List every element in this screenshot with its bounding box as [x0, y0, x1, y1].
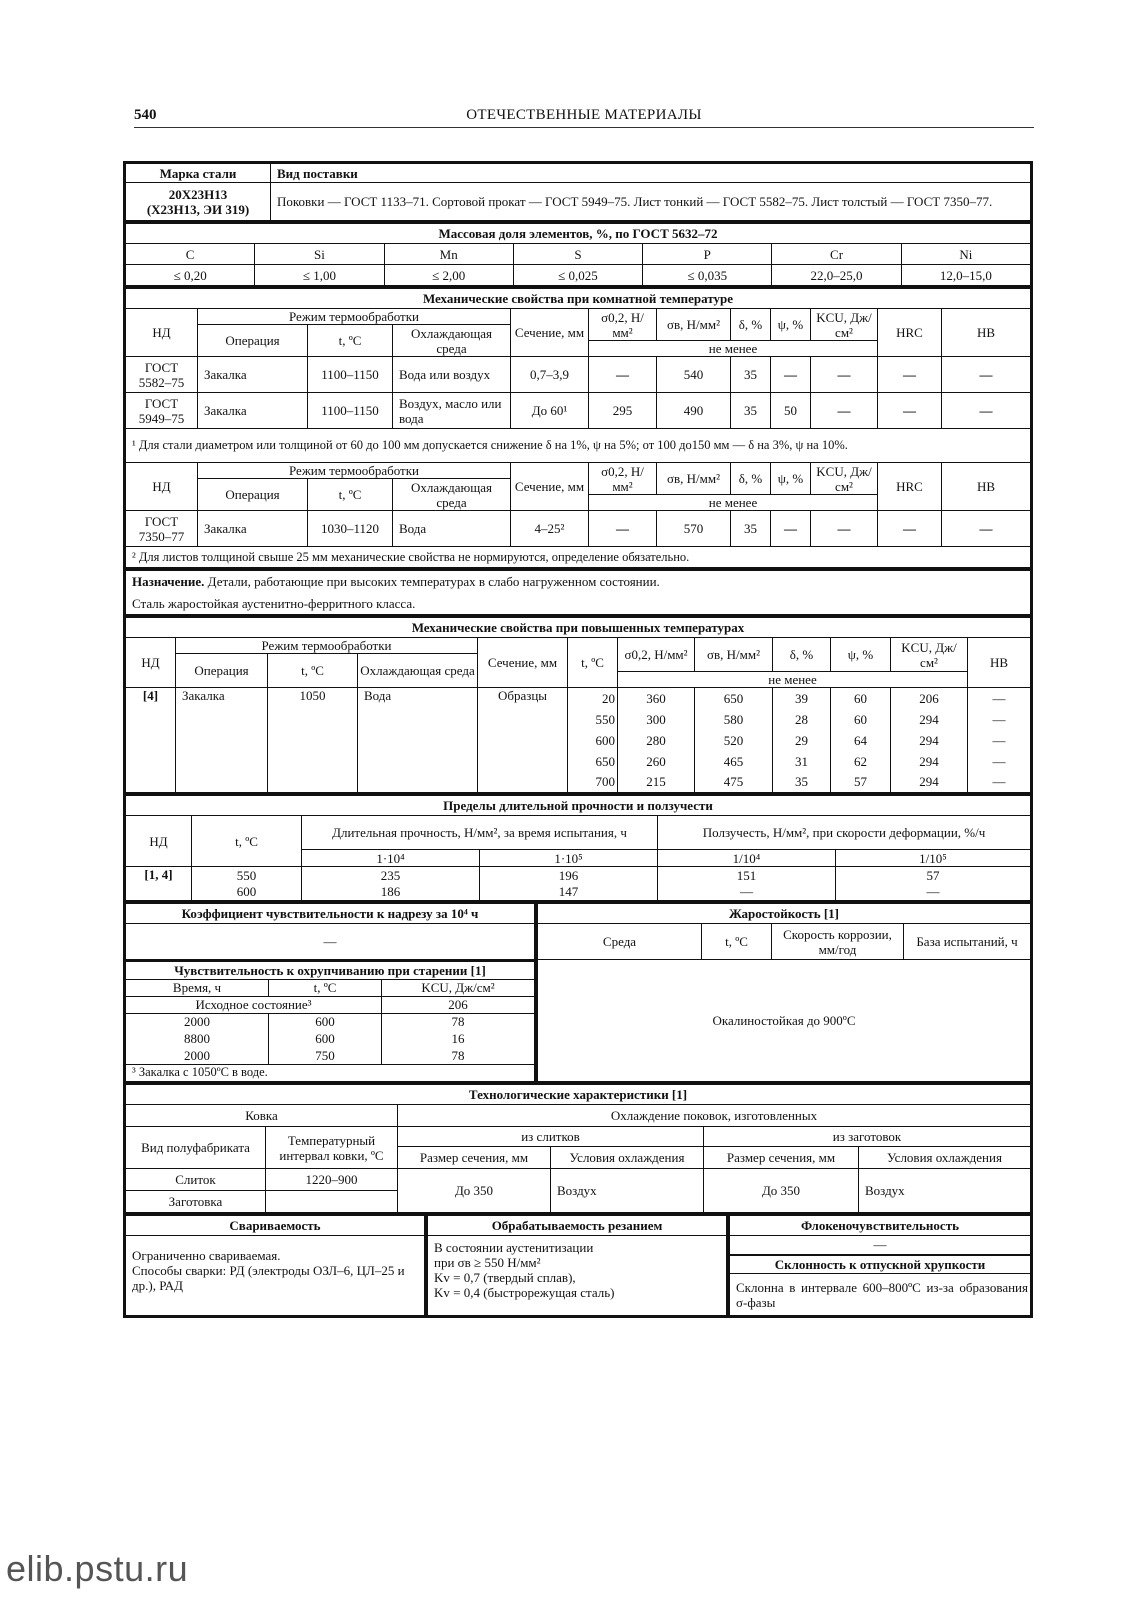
creep-title: Пределы длительной прочности и ползучести — [126, 796, 1031, 816]
cell: — — [589, 357, 657, 393]
h-nd: НД — [126, 309, 198, 357]
cell: 1100–1150 — [308, 357, 393, 393]
h-operation: Операция — [198, 325, 308, 357]
mech-high-title: Механические свойства при повышенных температурах — [126, 618, 1031, 638]
h-hrc: HRC — [878, 463, 942, 511]
cell: 151 — [658, 867, 836, 884]
el-ni: Ni — [901, 244, 1030, 265]
table-row — [126, 1047, 535, 1064]
left-column — [125, 903, 535, 1082]
cell: 35 — [731, 511, 771, 547]
cell: — — [968, 772, 1031, 793]
table-row — [126, 867, 1031, 884]
h-kcu: KCU, Дж/см² — [382, 979, 535, 996]
page-header — [134, 107, 1034, 128]
steel-card — [123, 161, 1033, 1318]
cell: 31 — [773, 751, 831, 772]
cell: До 350 — [704, 1169, 859, 1213]
cell — [266, 1191, 398, 1213]
cell: — — [811, 393, 878, 429]
watermark: elib.pstu.ru — [6, 1548, 189, 1589]
cell: 39 — [773, 688, 831, 709]
table-row — [126, 884, 1031, 901]
h-temp: t, ºС — [192, 816, 302, 867]
h-cooling: Охлаждающая среда — [393, 325, 511, 357]
h-section: Сечение, мм — [511, 309, 589, 357]
cell: Слиток — [126, 1169, 266, 1191]
page-number: 540 — [134, 107, 157, 123]
tech-title: Технологические характеристики [1] — [126, 1085, 1031, 1105]
cell: 16 — [382, 1030, 535, 1047]
cell: [1, 4] — [126, 867, 192, 901]
cell: 28 — [773, 709, 831, 730]
cell: 196 — [480, 867, 658, 884]
cell: ГОСТ 7350–77 — [126, 511, 198, 547]
h-creep: Ползучесть, Н/мм², при скорости деформации, %/ч — [658, 816, 1031, 850]
h-sv: σв, Н/мм² — [657, 309, 731, 341]
cell: — — [968, 751, 1031, 772]
cell: Воздух — [859, 1169, 1031, 1213]
cell: 35 — [773, 772, 831, 793]
cell: Воздух — [551, 1169, 704, 1213]
cell: 78 — [382, 1013, 535, 1030]
h-hb: HB — [968, 638, 1031, 688]
composition-block — [123, 221, 1033, 286]
flake-value: — — [730, 1236, 1031, 1255]
cell: [4] — [126, 688, 176, 793]
footnote-3: ³ Закалка с 1050ºС в воде. — [126, 1064, 535, 1081]
table-row — [126, 688, 1031, 709]
h-size: Размер сечения, мм — [398, 1147, 551, 1169]
supply-label: Вид поставки — [271, 164, 1031, 183]
h-psi: ψ, % — [771, 309, 811, 341]
h-nd: НД — [126, 638, 176, 688]
h-delta: δ, % — [731, 463, 771, 495]
cell: — — [878, 357, 942, 393]
cell: До 350 — [398, 1169, 551, 1213]
cell: — — [968, 709, 1031, 730]
purpose-text: Детали, работающие при высоких температурах в слабо нагруженном состоянии. — [207, 574, 660, 590]
cell: — — [771, 357, 811, 393]
aging-title: Чувствительность к охрупчиванию при старении [1] — [126, 961, 535, 979]
h-kcu: KCU, Дж/см² — [891, 638, 968, 672]
h-s02: σ0,2, Н/мм² — [589, 463, 657, 495]
cell: 8800 — [126, 1030, 269, 1047]
from-ingot: из слитков — [398, 1127, 704, 1147]
purpose-block — [123, 568, 1033, 615]
cell: Заготовка — [126, 1191, 266, 1213]
cell: 20 — [568, 688, 618, 709]
machin-text — [428, 1236, 727, 1316]
cell: 475 — [695, 772, 773, 793]
supply-text: Поковки — ГОСТ 1133–71. Сортовой прокат — ГОСТ 5949–75. Лист тонкий — ГОСТ 5582–75. Лист толстый — ГОСТ 7350–77. — [271, 183, 1031, 221]
h-col: 1/10⁴ — [658, 850, 836, 867]
val-p: ≤ 0,035 — [643, 265, 772, 286]
cell: — — [878, 511, 942, 547]
mech-room-title: Механические свойства при комнатной температуре — [126, 289, 1031, 309]
cell: — — [836, 884, 1031, 901]
cell: 1100–1150 — [308, 393, 393, 429]
from-billet: из заготовок — [704, 1127, 1031, 1147]
h-delta: δ, % — [773, 638, 831, 672]
cell: 280 — [618, 730, 695, 751]
h-nd: НД — [126, 816, 192, 867]
cell: 215 — [618, 772, 695, 793]
composition-title: Массовая доля элементов, %, по ГОСТ 5632–72 — [126, 224, 1031, 244]
h-cond: Условия охлаждения — [551, 1147, 704, 1169]
cell: 600 — [269, 1013, 382, 1030]
cell: Закалка — [198, 511, 308, 547]
grade-alt: (Х23Н13, ЭИ 319) — [146, 201, 250, 217]
h-operation: Операция — [176, 654, 268, 688]
cell: До 60¹ — [511, 393, 589, 429]
h-min: не менее — [589, 341, 878, 357]
cell: Вода или воздух — [393, 357, 511, 393]
h-temp: t, ºС — [308, 325, 393, 357]
el-mn: Mn — [384, 244, 513, 265]
h-sv: σв, Н/мм² — [695, 638, 773, 672]
cell: 490 — [657, 393, 731, 429]
weld-text — [126, 1236, 425, 1316]
cell: 4–25² — [511, 511, 589, 547]
cell: 147 — [480, 884, 658, 901]
right-column — [535, 903, 1031, 1082]
cell: 57 — [831, 772, 891, 793]
cell: 64 — [831, 730, 891, 751]
cell: Закалка — [198, 393, 308, 429]
cell: 295 — [589, 393, 657, 429]
h-s02: σ0,2, Н/мм² — [618, 638, 695, 672]
el-cr: Cr — [772, 244, 901, 265]
val-ni: 12,0–15,0 — [901, 265, 1030, 286]
h-size: Размер сечения, мм — [704, 1147, 859, 1169]
purpose-text-2: Сталь жаростойкая аустенитно-ферритного класса. — [126, 593, 1031, 615]
cell: 235 — [302, 867, 480, 884]
purpose-line — [126, 571, 1031, 593]
cell: 580 — [695, 709, 773, 730]
h-type: Вид полуфабриката — [126, 1127, 266, 1169]
cell: 206 — [891, 688, 968, 709]
cell: 50 — [771, 393, 811, 429]
el-s: S — [513, 244, 642, 265]
cell: 650 — [695, 688, 773, 709]
cell: Вода — [393, 511, 511, 547]
weld-title: Свариваемость — [126, 1216, 425, 1236]
table-row — [126, 1030, 535, 1047]
h-cooling: Охлаждающая среда — [393, 479, 511, 511]
grade-name: 20Х23Н13 — [168, 186, 228, 202]
machin-column — [425, 1215, 727, 1316]
cell: 550 — [192, 867, 302, 884]
cell: 294 — [891, 751, 968, 772]
val-c: ≤ 0,20 — [126, 265, 255, 286]
initial-state: Исходное состояние³ — [126, 996, 382, 1013]
heat-title: Жаростойкость [1] — [538, 904, 1031, 924]
h-long-strength: Длительная прочность, Н/мм², за время испытания, ч — [302, 816, 658, 850]
h-sv: σв, Н/мм² — [657, 463, 731, 495]
h-min: не менее — [589, 495, 878, 511]
h-col: 1·10⁴ — [302, 850, 480, 867]
h-nd: НД — [126, 463, 198, 511]
grade-name-cell — [126, 183, 271, 221]
h-operation: Операция — [198, 479, 308, 511]
cell: 60 — [831, 709, 891, 730]
machin-line-2: при σв ≥ 550 Н/мм² — [434, 1255, 541, 1270]
cell: 550 — [568, 709, 618, 730]
table-row — [126, 511, 1031, 547]
cell: 294 — [891, 709, 968, 730]
cell: 600 — [568, 730, 618, 751]
h-range: Температурный интервал ковки, ºС — [266, 1127, 398, 1169]
forging-header: Ковка — [126, 1105, 398, 1127]
cell: 600 — [269, 1030, 382, 1047]
cell: 29 — [773, 730, 831, 751]
tech-block — [123, 1082, 1033, 1213]
val-si: ≤ 1,00 — [255, 265, 384, 286]
cell: 1220–900 — [266, 1169, 398, 1191]
cell: — — [968, 688, 1031, 709]
h-col: 1/10⁵ — [836, 850, 1031, 867]
cell: 294 — [891, 730, 968, 751]
notch-value: — — [126, 924, 535, 960]
cell: 1050 — [268, 688, 358, 793]
cell: 78 — [382, 1047, 535, 1064]
machin-line-4: Kv = 0,4 (быстрорежущая сталь) — [434, 1285, 615, 1300]
h-kcu: KCU, Дж/см² — [811, 309, 878, 341]
h-env: Среда — [538, 924, 702, 960]
grade-label: Марка стали — [126, 164, 271, 183]
cell: 700 — [568, 772, 618, 793]
h-psi: ψ, % — [831, 638, 891, 672]
h-delta: δ, % — [731, 309, 771, 341]
cell: — — [878, 393, 942, 429]
initial-value: 206 — [382, 996, 535, 1013]
cell: — — [968, 730, 1031, 751]
cell: — — [942, 357, 1031, 393]
weld-text-2: Способы сварки: РД (электроды ОЗЛ–6, ЦЛ–25 и др.), РАД — [132, 1263, 405, 1293]
cell: 62 — [831, 751, 891, 772]
h-mode: Режим термообработки — [198, 463, 511, 479]
cooling-header: Охлаждение поковок, изготовленных — [398, 1105, 1031, 1127]
h-cooling: Охлаждающая среда — [358, 654, 478, 688]
h-s02: σ0,2, Н/мм² — [589, 309, 657, 341]
mech-high-block — [123, 615, 1033, 793]
flake-column — [727, 1215, 1031, 1316]
cell: — — [942, 511, 1031, 547]
notch-title: Коэффициент чувствительности к надрезу за 10⁴ ч — [126, 904, 535, 924]
cell: 750 — [269, 1047, 382, 1064]
flake-title: Флокеночувствительность — [730, 1216, 1031, 1236]
cell: 300 — [618, 709, 695, 730]
cell: 2000 — [126, 1013, 269, 1030]
cell: — — [658, 884, 836, 901]
cell: 360 — [618, 688, 695, 709]
temper-text: Склонна в интервале 600–800ºС из-за образования σ-фазы — [730, 1274, 1031, 1316]
machin-title: Обрабатываемость резанием — [428, 1216, 727, 1236]
cell: 570 — [657, 511, 731, 547]
notch-heat-aging-block — [123, 901, 1033, 1082]
cell: — — [589, 511, 657, 547]
cell: 2000 — [126, 1047, 269, 1064]
h-rate: Скорость коррозии, мм/год — [772, 924, 904, 960]
machin-line-3: Kv = 0,7 (твердый сплав), — [434, 1270, 576, 1285]
creep-block — [123, 793, 1033, 901]
machin-line-1: В состоянии аустенитизации — [434, 1240, 594, 1255]
cell: Вода — [358, 688, 478, 793]
cell: 1030–1120 — [308, 511, 393, 547]
cell: ГОСТ 5949–75 — [126, 393, 198, 429]
cell: 35 — [731, 393, 771, 429]
cell: 260 — [618, 751, 695, 772]
h-min: не менее — [618, 672, 968, 688]
heat-value: Окалиностойкая до 900ºС — [538, 960, 1031, 1082]
val-s: ≤ 0,025 — [513, 265, 642, 286]
temper-title: Склонность к отпускной хрупкости — [730, 1255, 1031, 1274]
cell: 60 — [831, 688, 891, 709]
h-temp: t, ºС — [269, 979, 382, 996]
cell: 57 — [836, 867, 1031, 884]
grade-block — [123, 161, 1033, 221]
cell: 540 — [657, 357, 731, 393]
footnote-2: ² Для листов толщиной свыше 25 мм механические свойства не нормируются, определение обязательно. — [126, 547, 1031, 568]
h-hb: HB — [942, 309, 1031, 357]
val-cr: 22,0–25,0 — [772, 265, 901, 286]
cell: 0,7–3,9 — [511, 357, 589, 393]
el-si: Si — [255, 244, 384, 265]
table-row — [126, 1013, 535, 1030]
cell: Образцы — [478, 688, 568, 793]
h-col: 1·10⁵ — [480, 850, 658, 867]
cell: 650 — [568, 751, 618, 772]
h-section: Сечение, мм — [478, 638, 568, 688]
cell: — — [942, 393, 1031, 429]
cell: — — [811, 511, 878, 547]
cell: — — [771, 511, 811, 547]
h-kcu: KCU, Дж/см² — [811, 463, 878, 495]
cell: 294 — [891, 772, 968, 793]
table-row — [126, 357, 1031, 393]
cell: Воздух, масло или вода — [393, 393, 511, 429]
h-time: Время, ч — [126, 979, 269, 996]
cell: Закалка — [198, 357, 308, 393]
h-test-temp: t, ºС — [568, 638, 618, 688]
h-temp: t, ºС — [268, 654, 358, 688]
cell: 465 — [695, 751, 773, 772]
weld-text-1: Ограниченно свариваемая. — [132, 1248, 281, 1263]
h-temp: t, ºС — [308, 479, 393, 511]
cell: 35 — [731, 357, 771, 393]
h-temp: t, ºС — [702, 924, 772, 960]
mech-room-block — [123, 286, 1033, 568]
h-psi: ψ, % — [771, 463, 811, 495]
h-cond: Условия охлаждения — [859, 1147, 1031, 1169]
running-title: ОТЕЧЕСТВЕННЫЕ МАТЕРИАЛЫ — [466, 107, 702, 123]
cell: ГОСТ 5582–75 — [126, 357, 198, 393]
h-mode: Режим термообработки — [198, 309, 511, 325]
h-section: Сечение, мм — [511, 463, 589, 511]
cell: Закалка — [176, 688, 268, 793]
table-row — [126, 393, 1031, 429]
val-mn: ≤ 2,00 — [384, 265, 513, 286]
weld-column — [125, 1215, 425, 1316]
purpose-label: Назначение. — [132, 574, 205, 590]
el-p: P — [643, 244, 772, 265]
cell: — — [811, 357, 878, 393]
cell: 600 — [192, 884, 302, 901]
h-hrc: HRC — [878, 309, 942, 357]
table-row — [126, 1169, 1031, 1191]
weld-block — [123, 1213, 1033, 1318]
h-base: База испытаний, ч — [904, 924, 1031, 960]
footnote-1: ¹ Для стали диаметром или толщиной от 60 до 100 мм допускается снижение δ на 1%, ψ на 5%; от 100 до150 мм — δ на 3%, ψ на 10%. — [126, 429, 1031, 463]
h-mode: Режим термообработки — [176, 638, 478, 654]
h-hb: HB — [942, 463, 1031, 511]
el-c: C — [126, 244, 255, 265]
cell: 520 — [695, 730, 773, 751]
cell: 186 — [302, 884, 480, 901]
